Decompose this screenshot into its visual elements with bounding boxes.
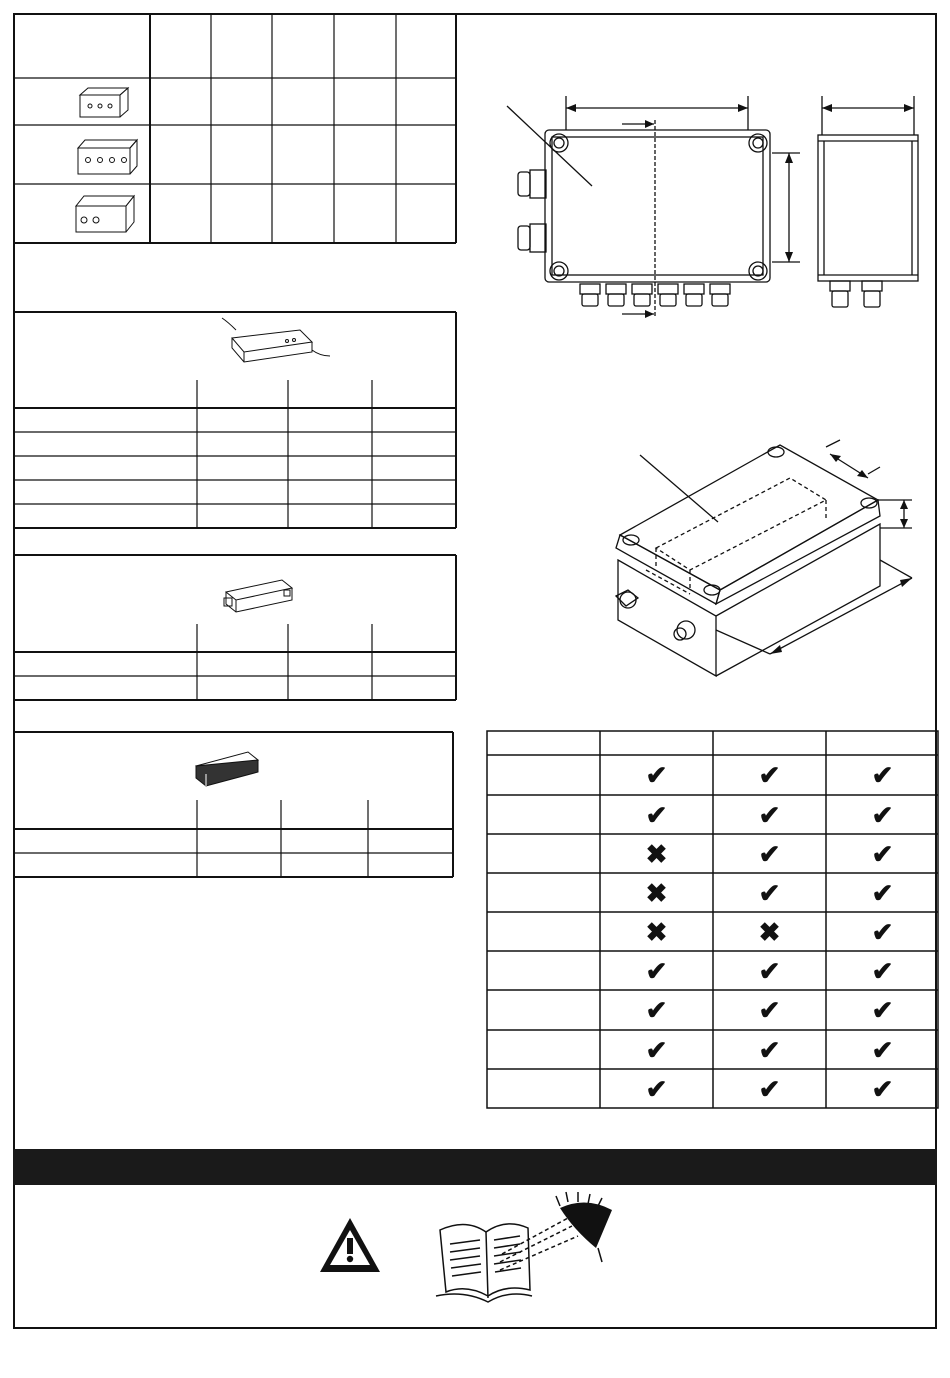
cross-mark-icon: ✖ — [645, 877, 668, 908]
cross-mark-icon: ✖ — [758, 916, 781, 947]
check-mark-icon: ✔ — [645, 995, 668, 1025]
check-mark-icon: ✔ — [645, 760, 668, 790]
check-mark-icon: ✔ — [871, 916, 894, 947]
check-mark-icon: ✔ — [758, 955, 781, 986]
check-mark-icon: ✔ — [871, 838, 894, 869]
check-mark-icon: ✔ — [758, 1073, 781, 1104]
check-mark-icon: ✔ — [645, 1034, 668, 1065]
check-mark-icon: ✔ — [758, 760, 781, 790]
check-mark-icon: ✔ — [758, 838, 781, 869]
cross-mark-icon: ✖ — [645, 838, 668, 869]
check-mark-icon: ✔ — [758, 799, 781, 830]
check-mark-icon: ✔ — [645, 1073, 668, 1104]
check-mark-icon: ✔ — [871, 1073, 894, 1104]
cross-mark-icon: ✖ — [645, 916, 668, 947]
check-mark-icon: ✔ — [758, 1034, 781, 1065]
check-mark-icon: ✔ — [871, 1034, 894, 1065]
check-mark-icon: ✔ — [871, 760, 894, 790]
check-mark-icon: ✔ — [871, 995, 894, 1025]
check-mark-icon: ✔ — [645, 799, 668, 830]
check-mark-icon: ✔ — [871, 877, 894, 908]
check-mark-icon: ✔ — [758, 877, 781, 908]
check-mark-icon: ✔ — [871, 955, 894, 986]
check-mark-icon: ✔ — [871, 799, 894, 830]
check-mark-icon: ✔ — [758, 995, 781, 1025]
check-mark-icon: ✔ — [645, 955, 668, 986]
